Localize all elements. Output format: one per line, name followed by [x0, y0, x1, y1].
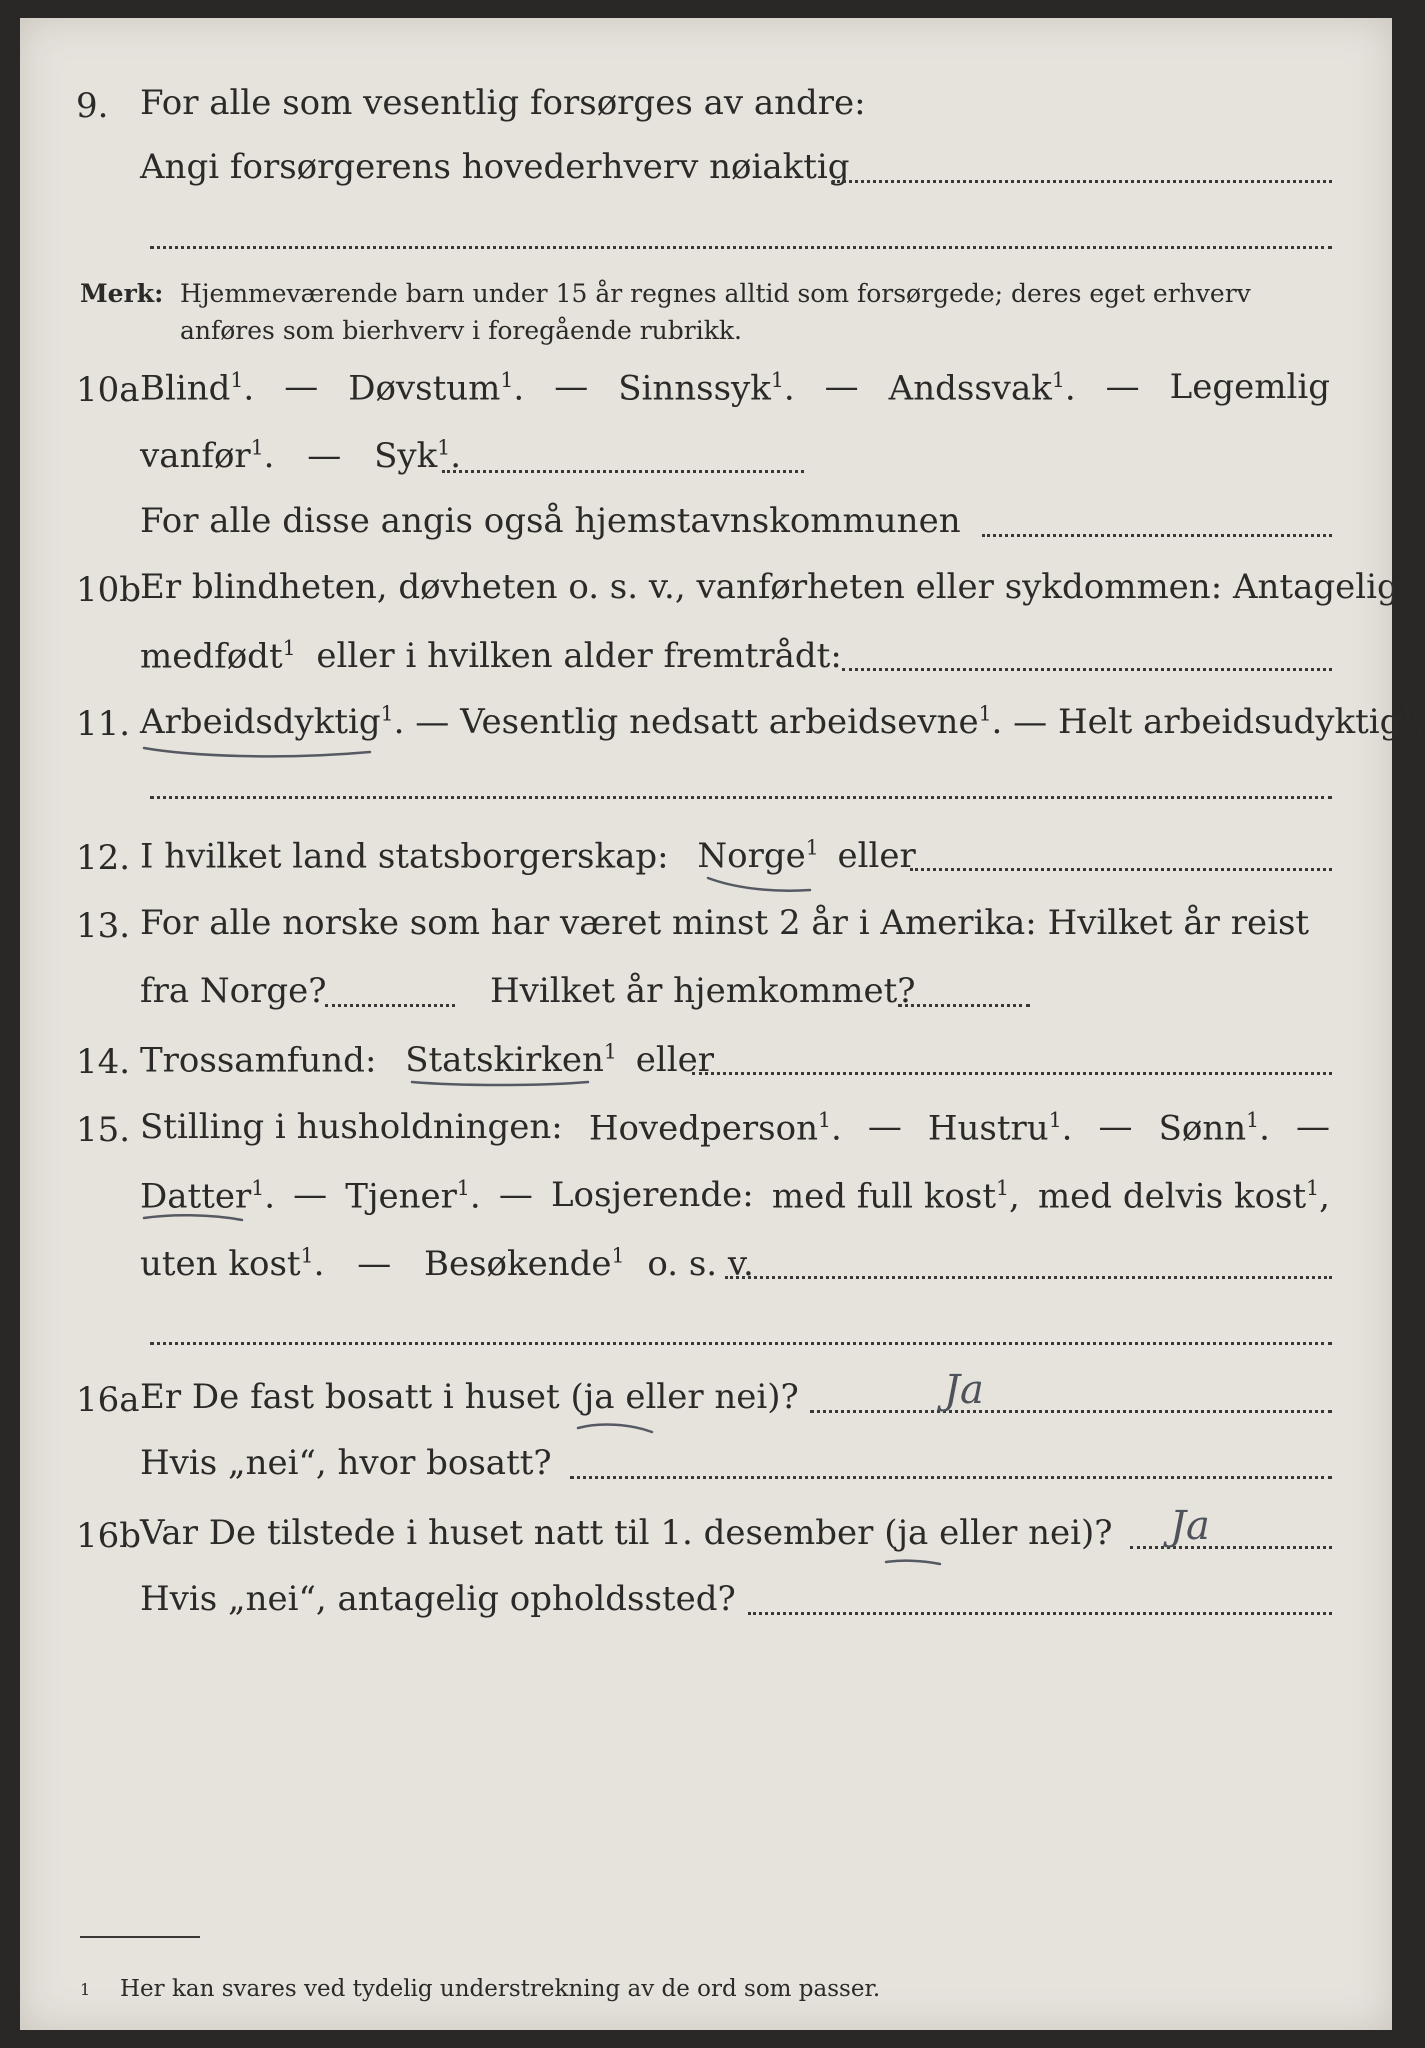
q10b-number: 10b: [76, 570, 142, 610]
q15-line3: uten kost$^1$. — Besøkende$^1$ o. s. v.: [140, 1244, 754, 1285]
option-nedsatt[interactable]: Vesentlig nedsatt arbeidsevne$^1$.: [460, 702, 1003, 743]
q16b-line1: Var De tilstede i huset natt til 1. desember (ja eller nei)?: [140, 1513, 1113, 1553]
option-andssvak[interactable]: Andssvak$^1$.: [888, 368, 1076, 409]
option-arbeidsdyktig[interactable]: Arbeidsdyktig$^1$.: [140, 702, 405, 743]
option-uten-kost[interactable]: uten kost$^1$.: [140, 1244, 325, 1285]
q15-answer-line[interactable]: [725, 1276, 1332, 1279]
q15-number: 15.: [76, 1110, 131, 1150]
q13-line2b: Hvilket år hjemkommet?: [490, 971, 916, 1011]
q16a-number: 16a: [76, 1380, 140, 1420]
q16b-handwritten-answer: Ja: [1170, 1503, 1210, 1549]
option-sinnssyk[interactable]: Sinnssyk$^1$.: [618, 368, 795, 409]
q10a-options: Blind$^1$. — Døvstum$^1$. — Sinnssyk$^1$. — Andssvak$^1$. — Legemlig: [140, 367, 1330, 409]
q10a-syk-line[interactable]: [442, 470, 804, 473]
q10b-line1: Er blindheten, døvheten o. s. v., vanførheten eller sykdommen: Antagelig: [140, 567, 1399, 607]
merk-line2: anføres som bierhverv i foregående rubrikk.: [180, 316, 742, 345]
option-dovstum[interactable]: Døvstum$^1$.: [348, 368, 525, 409]
q16a-line2: Hvis „nei“, hvor bosatt?: [140, 1443, 552, 1483]
q16b-sted-line[interactable]: [748, 1612, 1332, 1615]
census-form-page: [20, 18, 1425, 2030]
q11-answer-line[interactable]: [150, 796, 1332, 799]
option-norge[interactable]: Norge$^1$: [697, 836, 819, 877]
merk-line1: Hjemmeværende barn under 15 år regnes alltid som forsørgede; deres eget erhverv: [180, 279, 1251, 308]
q16a-bosatt-line[interactable]: [570, 1476, 1332, 1479]
option-syk[interactable]: Syk$^1$.: [374, 436, 462, 477]
q9-line2: Angi forsørgerens hovederhverv nøiaktig: [140, 147, 850, 187]
q9-number: 9.: [76, 86, 109, 126]
underline-arbeidsdyktig: [144, 748, 370, 756]
q13-hjem-line[interactable]: [898, 1004, 1030, 1007]
q13-reist-line[interactable]: [325, 1004, 455, 1007]
q16b-answer-line[interactable]: [1130, 1546, 1332, 1549]
q16b-number: 16b: [76, 1516, 142, 1556]
q10b-line2: medfødt$^1$ eller i hvilken alder fremtrådt:: [140, 636, 842, 677]
q15-line2: Datter$^1$. — Tjener$^1$. — Losjerende: med full kost$^1$, med delvis kost$^1$,: [140, 1175, 1330, 1217]
q16a-handwritten-answer: Ja: [944, 1367, 984, 1413]
q12-number: 12.: [76, 838, 131, 878]
q12-row: I hvilket land statsborgerskap: Norge$^1$ eller: [140, 836, 916, 877]
q10a-kommune-line[interactable]: [982, 534, 1332, 537]
q14-row: Trossamfund: Statskirken$^1$ eller: [140, 1040, 714, 1081]
q11-number: 11.: [76, 704, 131, 744]
q10a-line2: vanfør$^1$. — Syk$^1$.: [140, 436, 462, 477]
option-udyktig[interactable]: Helt arbeidsudyktig$^1$.: [1057, 702, 1425, 743]
underline-statskirken: [412, 1082, 588, 1085]
q14-number: 14.: [76, 1042, 131, 1082]
q9-text: For alle som vesentlig forsørges av andre:: [140, 83, 866, 123]
underline-ja-16a: [578, 1425, 652, 1432]
underline-ja-16b: [886, 1561, 940, 1564]
option-besokende[interactable]: Besøkende$^1$: [424, 1244, 625, 1285]
underline-norge: [708, 878, 810, 891]
q12-answer-line[interactable]: [910, 868, 1332, 871]
option-statskirken[interactable]: Statskirken$^1$: [405, 1040, 617, 1081]
q15-line1: Stilling i husholdningen: Hovedperson$^1$. — Hustru$^1$. — Sønn$^1$. —: [140, 1107, 1330, 1149]
q10a-line3: For alle disse angis også hjemstavnskommunen: [140, 501, 961, 541]
q13-line2a: fra Norge?: [140, 971, 327, 1011]
q9-answer-line[interactable]: [832, 180, 1332, 183]
merk-label: Merk:: [80, 279, 164, 308]
option-datter[interactable]: Datter$^1$.: [140, 1176, 276, 1217]
option-hovedperson[interactable]: Hovedperson$^1$.: [588, 1108, 842, 1149]
q16a-answer-line[interactable]: [810, 1410, 1332, 1413]
option-delvis-kost[interactable]: med delvis kost$^1$,: [1037, 1176, 1330, 1217]
q9-answer-line-2[interactable]: [150, 246, 1332, 249]
option-blind[interactable]: Blind$^1$.: [140, 368, 255, 409]
option-legemlig[interactable]: Legemlig: [1169, 367, 1330, 407]
q14-answer-line[interactable]: [692, 1072, 1332, 1075]
q10b-answer-line[interactable]: [842, 668, 1332, 671]
footnote: 1 Her kan svares ved tydelig understrekning av de ord som passer.: [80, 1976, 881, 2002]
q16b-line2: Hvis „nei“, antagelig opholdssted?: [140, 1579, 736, 1619]
option-full-kost[interactable]: med full kost$^1$,: [771, 1176, 1020, 1217]
footnote-rule: [80, 1936, 200, 1938]
option-vanfor[interactable]: vanfør$^1$.: [140, 436, 275, 477]
q13-line1: For alle norske som har været minst 2 år i Amerika: Hvilket år reist: [140, 903, 1310, 943]
q16a-line1: Er De fast bosatt i huset (ja eller nei)?: [140, 1377, 799, 1417]
option-sonn[interactable]: Sønn$^1$.: [1158, 1108, 1270, 1149]
q10a-number: 10a: [76, 370, 140, 410]
q15-answer-line-2[interactable]: [150, 1342, 1332, 1345]
q13-number: 13.: [76, 906, 131, 946]
option-tjener[interactable]: Tjener$^1$.: [345, 1176, 481, 1217]
q11-options: Arbeidsdyktig$^1$. — Vesentlig nedsatt arbeidsevne$^1$. — Helt arbeidsudyktig$^1$.: [140, 702, 1425, 743]
option-hustru[interactable]: Hustru$^1$.: [927, 1108, 1073, 1149]
